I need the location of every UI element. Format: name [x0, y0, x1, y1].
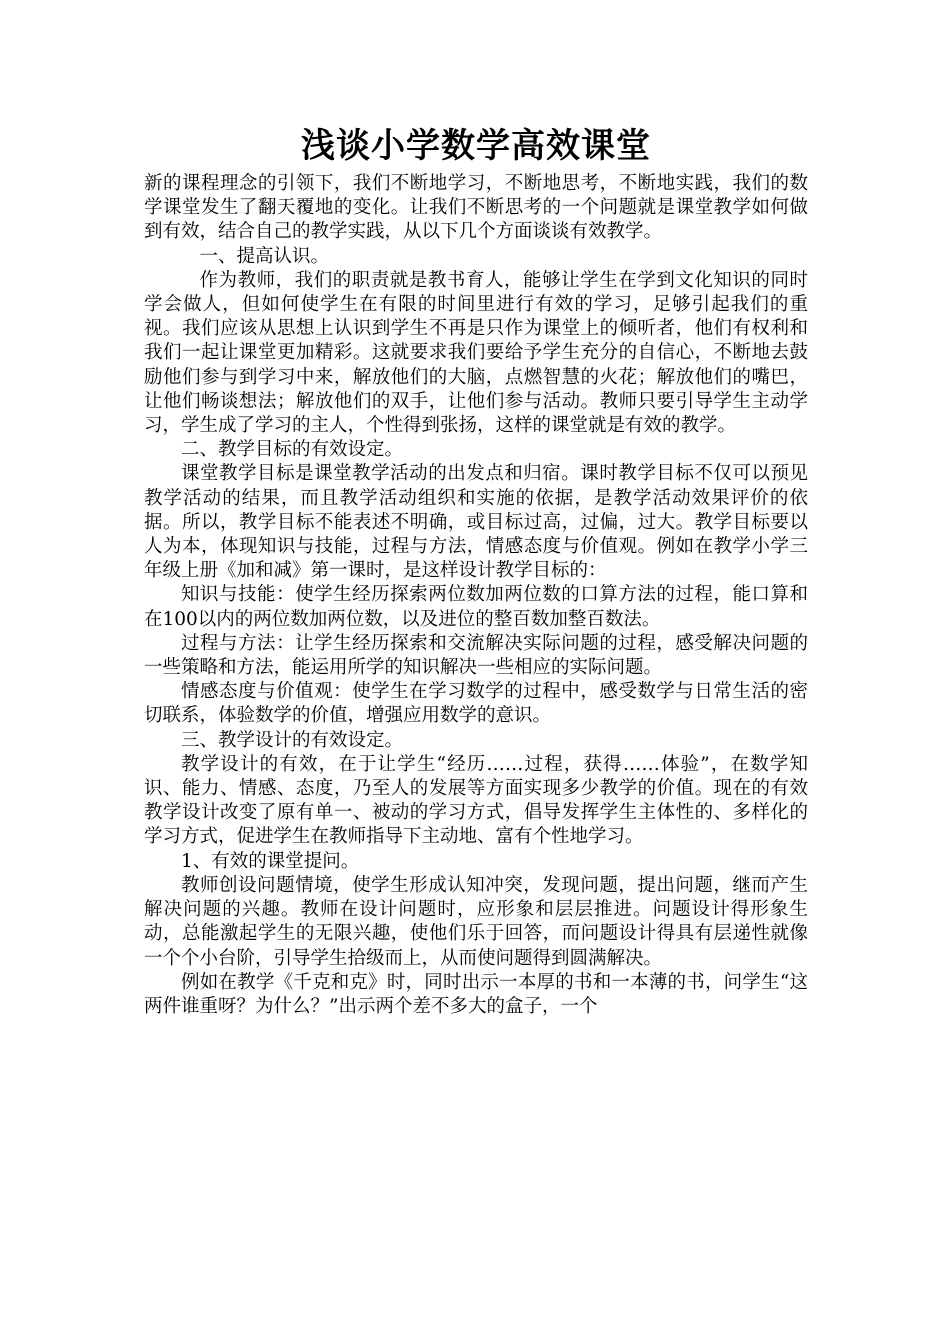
document-body	[144, 172, 808, 1019]
body-paragraph: 一、提高认识。	[199, 245, 330, 267]
body-paragraph: 情感态度与价值观：使学生在学习数学的过程中，感受数学与日常生活的密切联系，体验数学的价值，增强应用数学的意识。	[144, 681, 808, 727]
body-paragraph: 例如在教学《千克和克》时，同时出示一本厚的书和一本薄的书，问学生“这两件谁重呀？为什么？”出示两个差不多大的盒子，一个	[144, 971, 808, 1017]
body-paragraph: 教学设计的有效，在于让学生“经历……过程，获得……体验”，在数学知识、能力、情感、态度，乃至人的发展等方面实现多少教学的价值。现在的有效教学设计改变了原有单一、被动的学习方式，倡导发挥学生主体性的、多样化的学习方式，促进学生在教师指导下主动地、富有个性地学习。	[144, 753, 808, 848]
body-paragraph: 三、教学设计的有效设定。	[181, 729, 404, 751]
body-paragraph: 课堂教学目标是课堂教学活动的出发点和归宿。课时教学目标不仅可以预见教学活动的结果，而且教学活动组织和实施的依据，是教学活动效果评价的依据。所以，教学目标不能表述不明确，或目标过高，过偏，过大。教学目标要以人为本，体现知识与技能，过程与方法，情感态度与价值观。例如在教学小学三年级上册《加和减》第一课时，是这样设计教学目标的：	[144, 463, 808, 582]
document-page	[144, 120, 808, 1019]
body-paragraph: 新的课程理念的引领下，我们不断地学习，不断地思考，不断地实践，我们的数学课堂发生了翻天覆地的变化。让我们不断思考的一个问题就是课堂教学如何做到有效，结合自己的教学实践，从以下几个方面谈谈有效教学。	[144, 173, 808, 243]
body-paragraph: 二、教学目标的有效设定。	[181, 439, 404, 461]
document-title: 浅谈小学数学高效课堂	[301, 126, 651, 166]
body-paragraph: 作为教师，我们的职责就是教书育人，能够让学生在学到文化知识的同时学会做人，但如何使学生在有限的时间里进行有效的学习，足够引起我们的重视。我们应该从思想上认识到学生不再是只作为课堂上的倾听者，他们有权利和我们一起让课堂更加精彩。这就要求我们要给予学生充分的自信心，不断地去鼓励他们参与到学习中来，解放他们的大脑，点燃智慧的火花；解放他们的嘴巴，让他们畅谈想法；解放他们的双手，让他们参与活动。教师只要引导学生主动学习，学生成了学习的主人，个性得到张扬，这样的课堂就是有效的教学。	[144, 269, 808, 437]
body-paragraph: 知识与技能：使学生经历探索两位数加两位数的口算方法的过程，能口算和在100以内的两位数加两位数，以及进位的整百数加整百数法。	[144, 584, 808, 630]
body-paragraph: 过程与方法：让学生经历探索和交流解决实际问题的过程，感受解决问题的一些策略和方法，能运用所学的知识解决一些相应的实际问题。	[144, 632, 808, 679]
body-paragraph: 1、有效的课堂提问。	[181, 850, 360, 872]
body-paragraph: 教师创设问题情境，使学生形成认知冲突，发现问题，提出问题，继而产生解决问题的兴趣。教师在设计问题时，应形象和层层推进。问题设计得形象生动，总能激起学生的无限兴趣，使他们乐于回答，而问题设计得具有层递性就像一个个小台阶，引导学生拾级而上，从而使问题得到圆满解决。	[144, 874, 808, 969]
